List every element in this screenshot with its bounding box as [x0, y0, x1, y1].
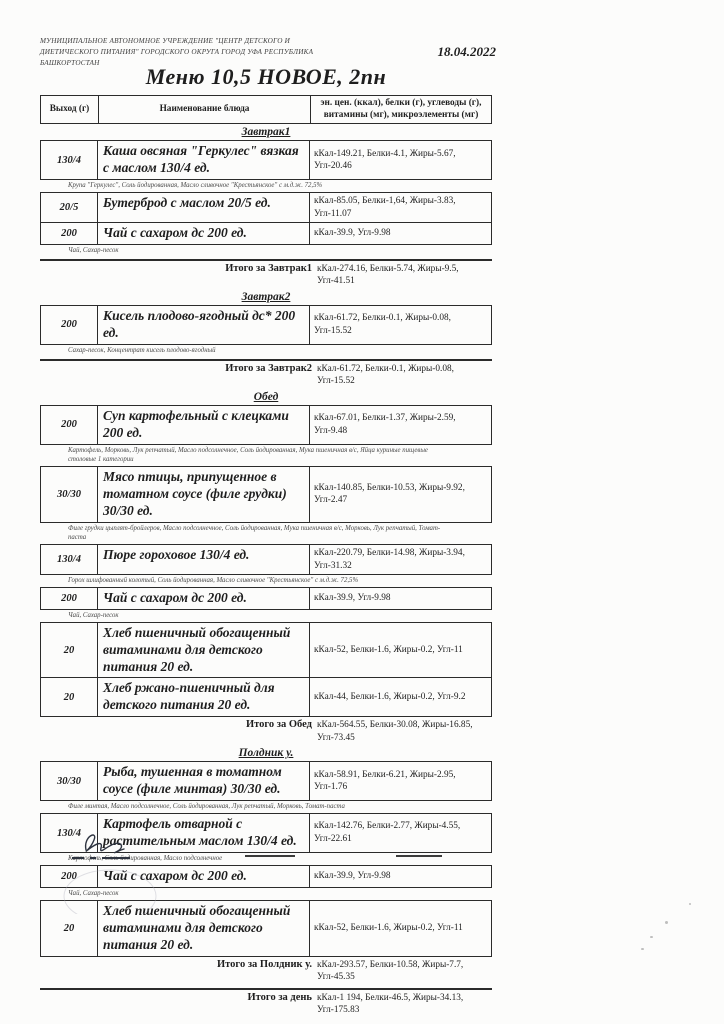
nutrition-cell: кКал-149.21, Белки-4.1, Жиры-5.67, Угл-20.46 [314, 148, 456, 172]
dish-name-cell: Бутерброд с маслом 20/5 ед. [98, 193, 310, 222]
portion-cell: 200 [41, 866, 98, 887]
section-total-label: Итого за Обед [245, 719, 312, 731]
dish-name-cell: Рыба, тушенная в томатном соусе (филе минтая) 30/30 ед. [98, 762, 310, 800]
ingredients-note: Чай, Сахар-песок [68, 246, 119, 254]
table-header-row [40, 95, 492, 124]
menu-row [40, 466, 492, 523]
menu-row [40, 222, 492, 245]
ingredients-note: Горох шлифованный колотый, Соль йодированная, Масло сливочное "Крестьянское" с м.д.ж. 72,5% [68, 577, 359, 585]
nutrition-cell: кКал-67.01, Белки-1.37, Жиры-2.59, Угл-9.48 [314, 413, 456, 436]
dish-name-cell: Пюре гороховое 130/4 ед. [98, 545, 310, 574]
column-header-dish: Наименование блюда [98, 96, 310, 123]
nutrition-cell: кКал-39.9, Угл-9.98 [314, 227, 391, 238]
portion-cell: 130/4 [41, 545, 98, 574]
portion-cell: 20 [41, 901, 98, 956]
menu-row [40, 405, 492, 445]
grand-total [40, 988, 492, 1017]
nutrition-cell: кКал-39.9, Угл-9.98 [314, 593, 391, 604]
column-header-nutrition: эн. цен. (ккал), белки (г), углеводы (г), витамины (мг), микроэлементы (мг) [310, 96, 491, 123]
dish-name-cell: Чай с сахаром дс 200 ед. [98, 866, 310, 887]
section-total-label: Итого за Полдник у. [217, 958, 312, 970]
portion-cell: 20 [41, 678, 98, 716]
organization-name-line: ДИЕТИЧЕСКОГО ПИТАНИЯ" ГОРОДСКОГО ОКРУГА ГОРОД УФА РЕСПУБЛИКА [40, 47, 314, 56]
grand-total-value: кКал-1 194, Белки-46.5, Жиры-34.13, Угл-175.83 [317, 992, 464, 1016]
scan-speck [689, 903, 691, 905]
dish-name-cell: Мясо птицы, припущенное в томатном соусе (филе грудки) 30/30 ед. [98, 467, 310, 522]
menu-row [40, 140, 492, 180]
portion-cell: 200 [41, 406, 98, 444]
section-total-label: Итого за Завтрак2 [225, 362, 312, 374]
ingredients-note: Картофель, Морковь, Лук репчатый, Масло подсолнечное, Соль йодированная, Мука пшеничная в/с, Яйца куриные пищевые столовые 1 категории [68, 446, 428, 463]
stamp-remnant [64, 870, 156, 914]
dish-name-cell: Кисель плодово-ягодный дс* 200 ед. [98, 306, 310, 344]
menu-row [40, 761, 492, 801]
section-heading: Обед [253, 390, 279, 403]
section-total [40, 959, 492, 984]
section-heading: Полдник у. [238, 747, 294, 760]
dish-name-cell: Чай с сахаром дс 200 ед. [98, 223, 310, 244]
dish-name-cell: Суп картофельный с клецками 200 ед. [98, 406, 310, 444]
ingredients-note: Чай, Сахар-песок [68, 889, 119, 897]
dish-name-cell: Хлеб пшеничный обогащенный витаминами для детского питания 20 ед. [98, 623, 310, 678]
section-total-value: кКал-564.55, Белки-30.08, Жиры-16.85, Угл-73.45 [317, 720, 473, 743]
nutrition-cell: кКал-142.76, Белки-2.77, Жиры-4.55, Угл-22.61 [314, 821, 461, 845]
section-heading: Завтрак1 [241, 126, 291, 139]
ingredients-note: Картофель, Соль йодированная, Масло подсолнечное [68, 854, 223, 862]
portion-cell: 200 [41, 223, 98, 244]
nutrition-cell: кКал-85.05, Белки-1,64, Жиры-3.83, Угл-11.07 [314, 196, 456, 219]
signature-line [245, 855, 295, 857]
section-total [40, 259, 492, 288]
scan-speck [650, 936, 653, 938]
organization-name-line: МУНИЦИПАЛЬНОЕ АВТОНОМНОЕ УЧРЕЖДЕНИЕ "ЦЕНТР ДЕТСКОГО И [40, 37, 291, 45]
ingredients-note: Сахар-песок, Концентрат кисель плодово-ягодный [68, 346, 216, 354]
portion-cell: 30/30 [41, 467, 98, 522]
document-date: 18.04.2022 [437, 44, 496, 59]
nutrition-cell: кКал-52, Белки-1.6, Жиры-0.2, Угл-11 [314, 645, 463, 656]
scan-speck [641, 948, 644, 950]
menu-row [40, 622, 492, 679]
grand-total-label: Итого за день [247, 991, 312, 1003]
section-total-value: кКал-274.16, Белки-5.74, Жиры-9.5, Угл-41.51 [317, 263, 459, 287]
section-heading: Завтрак2 [241, 290, 291, 303]
portion-cell: 20/5 [41, 193, 98, 222]
menu-row [40, 587, 492, 610]
nutrition-cell: кКал-220.79, Белки-14.98, Жиры-3.94, Угл-31.32 [314, 547, 465, 571]
ingredients-note: Крупа "Геркулес", Соль йодированная, Масло сливочное "Крестьянское" с м.д.ж. 72,5% [68, 181, 323, 189]
portion-cell: 30/30 [41, 762, 98, 800]
menu-row [40, 305, 492, 345]
section-total-value: кКал-61.72, Белки-0.1, Жиры-0.08, Угл-15.52 [317, 363, 454, 387]
nutrition-cell: кКал-140.85, Белки-10.53, Жиры-9.92, Угл-2.47 [314, 482, 465, 506]
nutrition-cell: кКал-58.91, Белки-6.21, Жиры-2.95, Угл-1.76 [314, 769, 456, 793]
dish-name-cell: Каша овсяная "Геркулес" вязкая с маслом 130/4 ед. [98, 141, 310, 179]
column-header-output: Выход (г) [49, 103, 90, 114]
section-total-value: кКал-293.57, Белки-10.58, Жиры-7.7, Угл-45.35 [317, 959, 464, 983]
dish-name-cell: Хлеб пшеничный обогащенный витаминами для детского питания 20 ед. [98, 901, 310, 956]
menu-row [40, 677, 492, 717]
section-total-label: Итого за Завтрак1 [225, 262, 312, 274]
dish-name-cell: Хлеб ржано-пшеничный для детского питания 20 ед. [98, 678, 310, 716]
portion-cell: 200 [41, 588, 98, 609]
portion-cell: 130/4 [41, 814, 98, 852]
handwritten-signature [62, 824, 172, 914]
nutrition-cell: кКал-52, Белки-1.6, Жиры-0.2, Угл-11 [314, 923, 463, 934]
nutrition-cell: кКал-61.72, Белки-0.1, Жиры-0.08, Угл-15.52 [314, 313, 451, 336]
organization-name-line: БАШКОРТОСТАН [40, 58, 100, 67]
section-total [40, 719, 492, 744]
signature-line [396, 855, 442, 857]
dish-name-cell: Картофель отварной с растительным маслом 130/4 ед. [98, 814, 310, 852]
signature-stroke [86, 835, 124, 853]
ingredients-note: Филе минтая, Масло подсолнечное, Соль йодированная, Лук репчатый, Морковь, Томат-паста [68, 802, 345, 810]
menu-row [40, 544, 492, 575]
nutrition-cell: кКал-44, Белки-1.6, Жиры-0.2, Угл-9.2 [314, 691, 466, 702]
ingredients-note: Филе грудки цыплят-бройлеров, Масло подсолнечное, Соль йодированная, Мука пшеничная в/с, Морковь, Лук репчатый, Томат-паста [68, 524, 441, 541]
portion-cell: 130/4 [41, 141, 98, 179]
scan-speck [665, 921, 668, 924]
dish-name-cell: Чай с сахаром дс 200 ед. [98, 588, 310, 609]
section-total [40, 359, 492, 388]
menu-row [40, 192, 492, 223]
menu-title: Меню 10,5 НОВОЕ, 2пн [145, 64, 387, 89]
portion-cell: 20 [41, 623, 98, 678]
portion-cell: 200 [41, 306, 98, 344]
ingredients-note: Чай, Сахар-песок [68, 612, 119, 620]
nutrition-cell: кКал-39.9, Угл-9.98 [314, 871, 391, 882]
